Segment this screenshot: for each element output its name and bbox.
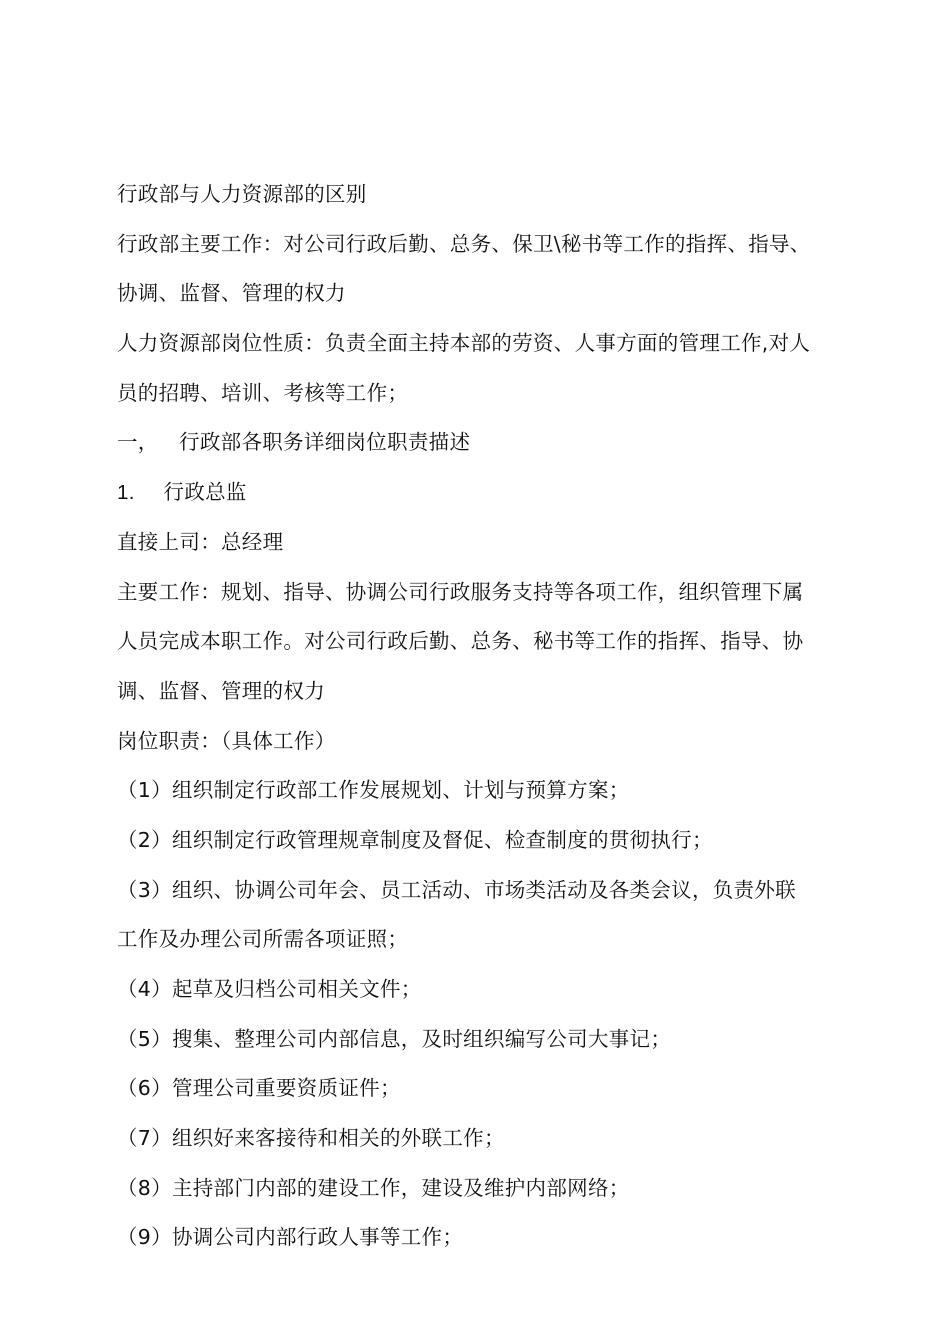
main-work-line-1: 主要工作：规划、指导、协调公司行政服务支持等各项工作，组织管理下属	[117, 579, 804, 604]
duties-heading: 岗位职责：（具体工作）	[117, 728, 336, 753]
supervisor-line: 直接上司：总经理	[117, 529, 284, 554]
hr-nature-line-2: 员的招聘、培训、考核等工作；	[117, 380, 409, 405]
duty-line-5: （5）搜集、整理公司内部信息，及时组织编写公司大事记；	[117, 1026, 672, 1051]
document-title: 行政部与人力资源部的区别	[117, 182, 367, 206]
duty-line-3-continued: 工作及办理公司所需各项证照；	[117, 927, 409, 952]
hr-nature-line-1: 人力资源部岗位性质：负责全面主持本部的劳资、人事方面的管理工作,对人	[117, 331, 811, 356]
duty-line-3: （3）组织、协调公司年会、员工活动、市场类活动及各类会议，负责外联	[117, 877, 796, 902]
section-heading: 一， 行政部各职务详细岗位职责描述	[117, 430, 471, 455]
item-number: 1.	[117, 481, 135, 505]
duty-line-2: （2）组织制定行政管理规章制度及督促、检查制度的贯彻执行；	[117, 827, 713, 852]
duty-line-4: （4）起草及归档公司相关文件；	[117, 977, 422, 1001]
admin-main-work-line-2: 协调、监督、管理的权力	[117, 281, 346, 306]
duty-line-7: （7）组织好来客接待和相关的外联工作；	[117, 1126, 505, 1151]
duty-line-6: （6）管理公司重要资质证件；	[117, 1076, 401, 1101]
duty-line-1: （1）组织制定行政部工作发展规划、计划与预算方案；	[117, 778, 630, 803]
item-heading	[117, 468, 862, 518]
item-title: 行政总监	[163, 480, 247, 505]
admin-main-work-line-1: 行政部主要工作：对公司行政后勤、总务、保卫\秘书等工作的指挥、指导、	[117, 231, 811, 256]
duty-line-8: （8）主持部门内部的建设工作，建设及维护内部网络；	[117, 1175, 630, 1200]
main-work-line-2: 人员完成本职工作。对公司行政后勤、总务、秘书等工作的指挥、指导、协	[117, 629, 804, 654]
duty-line-9: （9）协调公司内部行政人事等工作；	[117, 1225, 464, 1250]
main-work-line-3: 调、监督、管理的权力	[117, 678, 325, 703]
document-body	[117, 170, 862, 1263]
